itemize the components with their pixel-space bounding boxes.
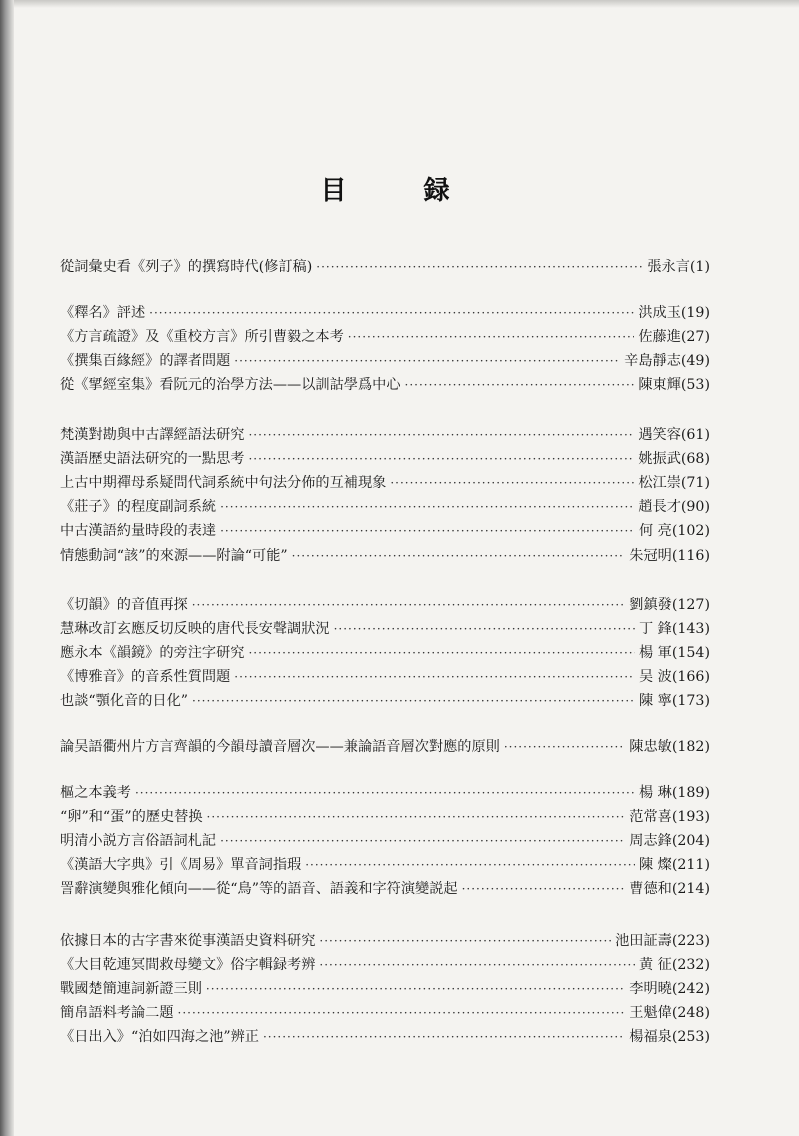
toc-entry	[60, 735, 710, 759]
toc-entry	[60, 423, 710, 447]
toc-entry-title: 論吴語衢州片方言齊韻的今韻母讀音層次——兼論語音層次對應的原則	[60, 739, 500, 755]
dot-leader	[192, 689, 635, 713]
toc-entry-title: “卵”和“蛋”的歷史替换	[60, 809, 203, 826]
toc-entry-title: 從《揅經室集》看阮元的治學方法——以訓詁學爲中心	[60, 377, 401, 394]
toc-entry-title: 《切韻》的音值再探	[60, 597, 188, 613]
toc-entry-title: 《方言疏證》及《重校方言》所引曹毅之本考	[60, 329, 344, 346]
toc-entry-title: 明清小説方言俗語詞札記	[60, 833, 217, 850]
toc-entry-author-page: 劉鎮發(127)	[629, 597, 710, 613]
toc-entry-author-page: 洪成玉(19)	[638, 305, 710, 321]
toc-entry-author-page: 遇笑容(61)	[638, 427, 710, 443]
toc-entry-author-page: 辛島靜志(49)	[624, 353, 710, 370]
toc-entry-author-page: 朱冠明(116)	[629, 547, 710, 564]
toc-entry-author-page: 陳東輝(53)	[638, 377, 710, 394]
dot-leader	[319, 953, 635, 977]
toc-entry-title: 中古漢語約量時段的表達	[60, 523, 217, 540]
toc-entry	[60, 519, 710, 543]
toc-entry-author-page: 周志鋒(204)	[629, 833, 710, 850]
toc-entry-author-page: 陳 寧(173)	[638, 693, 710, 710]
dot-leader	[135, 781, 635, 805]
toc-entry-title: 應永本《韻鏡》的旁注字研究	[60, 645, 245, 662]
toc-entry-title: 樞之本義考	[60, 785, 131, 801]
dot-leader	[220, 519, 635, 543]
toc-entry	[60, 495, 710, 519]
dot-leader	[234, 665, 635, 689]
toc-entry	[60, 593, 710, 617]
document-page	[60, 0, 710, 1136]
toc-entry	[60, 929, 710, 953]
dot-leader	[305, 853, 635, 877]
toc-entry	[60, 544, 710, 568]
toc-entry-title: 情態動詞“該”的來源——附論“可能”	[60, 547, 288, 564]
toc-entry	[60, 829, 710, 853]
toc-entry-author-page: 松江崇(71)	[638, 475, 710, 492]
dot-leader	[192, 593, 626, 617]
dot-leader	[390, 471, 634, 495]
toc-entry-author-page: 陳 燦(211)	[638, 857, 710, 874]
toc-entry-title: 從詞彙史看《列子》的撰寫時代(修訂稿)	[60, 259, 313, 275]
dot-leader	[319, 929, 611, 953]
scan-shadow-left	[0, 0, 14, 1136]
toc-entry	[60, 349, 710, 373]
dot-leader	[248, 423, 634, 447]
toc-entry-title: 《日出入》“泊如四海之池”辨正	[60, 1029, 259, 1046]
toc-entry-author-page: 李明曉(242)	[629, 981, 710, 998]
toc-entry-author-page: 王魁偉(248)	[629, 1005, 710, 1022]
toc-entry	[60, 641, 710, 665]
dot-leader	[207, 805, 626, 829]
dot-leader	[248, 641, 635, 665]
toc-entry-author-page: 池田証壽(223)	[615, 933, 710, 949]
dot-leader	[206, 977, 625, 1001]
toc-entry	[60, 689, 710, 713]
toc-entry	[60, 447, 710, 471]
dot-leader	[220, 495, 634, 519]
toc-entry-author-page: 佐藤進(27)	[638, 329, 710, 346]
toc-entry	[60, 853, 710, 877]
toc-entry-author-page: 陳忠敏(182)	[629, 739, 710, 755]
toc-entry-title: 依據日本的古字書來從事漢語史資料研究	[60, 933, 316, 949]
toc-entry-author-page: 丁 鋒(143)	[638, 621, 710, 638]
dot-leader	[149, 301, 634, 325]
dot-leader	[405, 373, 635, 397]
toc-entry	[60, 665, 710, 689]
toc-entry	[60, 373, 710, 397]
dot-leader	[334, 617, 635, 641]
toc-entry-title: 詈辭演變與雅化傾向——從“鳥”等的語音、語義和字符演變説起	[60, 881, 458, 898]
toc-entry-title: 《博雅音》的音系性質問題	[60, 669, 231, 686]
toc-entry-author-page: 姚振武(68)	[638, 451, 710, 468]
toc-entry-title: 上古中期禪母系疑問代詞系統中句法分佈的互補現象	[60, 475, 387, 492]
toc-entry-title: 簡帛語料考論二題	[60, 1005, 174, 1022]
toc-entry	[60, 325, 710, 349]
toc-entry-author-page: 楊 琳(189)	[638, 785, 710, 801]
toc-entry-author-page: 范常喜(193)	[629, 809, 710, 826]
toc-entry	[60, 1025, 710, 1049]
toc-entry	[60, 953, 710, 977]
toc-entry	[60, 1001, 710, 1025]
toc-entry	[60, 877, 710, 901]
dot-leader	[316, 255, 643, 279]
dot-leader	[248, 447, 634, 471]
toc-entry-author-page: 黄 征(232)	[638, 957, 710, 974]
toc-entry-title: 戰國楚簡連詞新證三則	[60, 981, 202, 998]
dot-leader	[263, 1025, 625, 1049]
toc-entry-title: 慧琳改訂玄應反切反映的唐代長安聲調狀況	[60, 621, 330, 638]
toc-entry	[60, 255, 710, 279]
toc-entry-author-page: 楊 軍(154)	[638, 645, 710, 662]
dot-leader	[292, 544, 626, 568]
toc-entry-author-page: 曹德和(214)	[629, 881, 710, 898]
toc-entry-author-page: 楊福泉(253)	[629, 1029, 710, 1046]
toc-entry-title: 梵漢對勘與中古譯經語法研究	[60, 427, 245, 443]
toc-entry	[60, 301, 710, 325]
toc-entry	[60, 977, 710, 1001]
toc-entry-author-page: 何 亮(102)	[638, 523, 710, 540]
toc-entry-title: 也談“顎化音的日化”	[60, 693, 189, 710]
toc-entry	[60, 805, 710, 829]
toc-entry-title: 《莊子》的程度副詞系統	[60, 499, 217, 516]
toc-entry	[60, 617, 710, 641]
toc-entry	[60, 781, 710, 805]
dot-leader	[220, 829, 625, 853]
dot-leader	[462, 877, 626, 901]
toc-entry-title: 漢語歷史語法研究的一點思考	[60, 451, 245, 468]
toc-entry	[60, 471, 710, 495]
dot-leader	[504, 735, 625, 759]
toc-entry-title: 《釋名》評述	[60, 305, 146, 321]
toc-entry-author-page: 吴 波(166)	[638, 669, 710, 686]
toc-entry-title: 《漢語大字典》引《周易》單音詞指瑕	[60, 857, 302, 874]
dot-leader	[348, 325, 635, 349]
dot-leader	[178, 1001, 626, 1025]
toc-entry-author-page: 趙長才(90)	[638, 499, 710, 516]
toc-entry-author-page: 張永言(1)	[647, 259, 710, 275]
toc-entry-title: 《撰集百緣經》的譯者問題	[60, 353, 231, 370]
dot-leader	[234, 349, 620, 373]
page-title: 目 録	[320, 176, 484, 206]
toc-entry-title: 《大目乾連冥間救母變文》俗字輯録考辨	[60, 957, 316, 974]
